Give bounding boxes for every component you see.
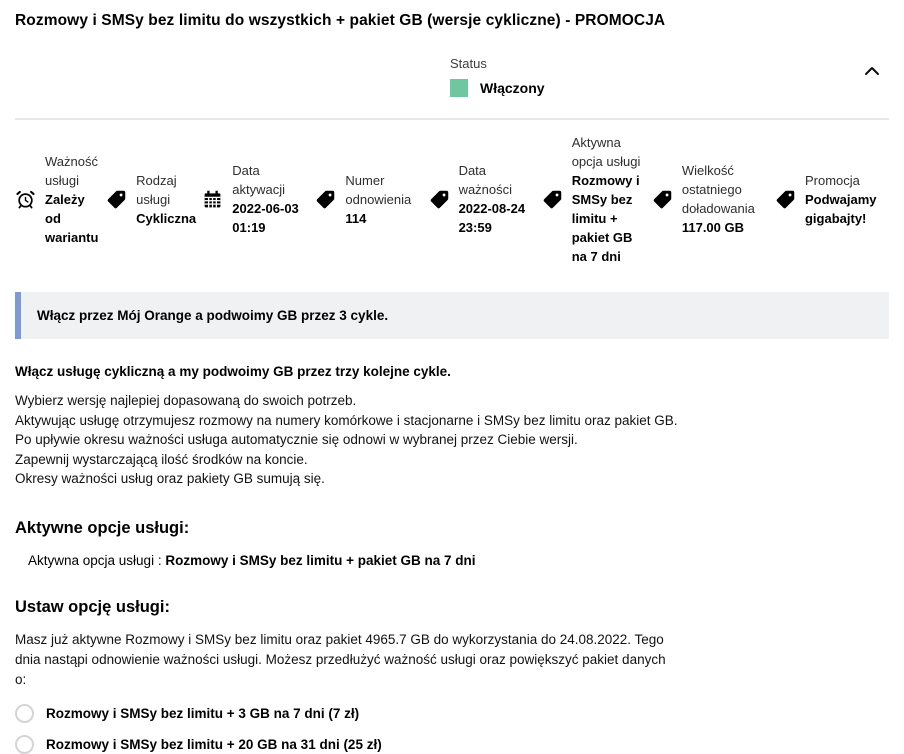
attribute-value: Zależy od wariantu: [45, 191, 99, 245]
options-list: [15, 704, 889, 754]
service-option-row[interactable]: [15, 735, 889, 754]
attribute-label: Promocja: [804, 172, 860, 188]
attribute-value: 2022-06-03 01:19: [232, 201, 299, 235]
tag-icon: [106, 189, 127, 210]
alarm-clock-icon: [15, 189, 36, 210]
service-option-label: Rozmowy i SMSy bez limitu + 20 GB na 31 dni (25 zł): [46, 736, 382, 752]
attribute-value: 2022-08-24 23:59: [458, 201, 526, 235]
tag-icon: [315, 189, 336, 210]
description-line: Aktywując usługę otrzymujesz rozmowy na numery komórkowe i stacjonarne i SMSy bez limitu oraz pakiet GB.: [15, 412, 678, 428]
attribute-label: Numer odnowienia: [345, 172, 412, 207]
active-option-line: [15, 553, 889, 568]
radio-button[interactable]: [15, 704, 34, 723]
attribute-item: [652, 161, 772, 237]
active-options-heading: Aktywne opcje usługi:: [15, 518, 190, 537]
active-option-value: Rozmowy i SMSy bez limitu + pakiet GB na 7 dni: [165, 552, 476, 568]
status-block: [450, 56, 545, 97]
attribute-label: Data ważności: [458, 163, 513, 197]
status-indicator: [450, 79, 468, 97]
description-line: Okresy ważności usług oraz pakiety GB sumują się.: [15, 471, 325, 486]
attribute-item: [106, 171, 199, 228]
radio-button[interactable]: [15, 735, 34, 754]
service-option-row[interactable]: [15, 704, 889, 723]
set-option-heading: Ustaw opcję usługi:: [15, 597, 170, 616]
collapse-button[interactable]: [860, 60, 884, 84]
attribute-item: [429, 161, 539, 237]
attribute-item: [15, 152, 103, 247]
tag-icon: [429, 189, 450, 210]
attributes-row: [15, 120, 889, 278]
intro-bold-line: Włącz usługę cykliczną a my podwoimy GB przez trzy kolejne cykle.: [15, 364, 451, 379]
intro-lines: [15, 391, 889, 489]
attribute-value: 114: [345, 210, 367, 226]
status-label: Status: [450, 56, 487, 71]
tag-icon: [542, 189, 563, 210]
description-line: Wybierz wersję najlepiej dopasowaną do swoich potrzeb.: [15, 393, 357, 408]
tag-icon: [775, 189, 796, 210]
attribute-value: Podwajamy gigabajty!: [804, 191, 877, 226]
active-option-label: Aktywna opcja usługi :: [28, 552, 166, 568]
set-option-description: Masz już aktywne Rozmowy i SMSy bez limitu oraz pakiet 4965.7 GB do wykorzystania do 24.08.2022. Tego dnia nastąpi odnowienie ważności usługi. Możesz przedłużyć ważność usługi oraz powiększyć pakiet danych o:: [15, 631, 666, 687]
attribute-item: [542, 133, 649, 266]
attribute-label: Data aktywacji: [232, 163, 286, 197]
service-option-label: Rozmowy i SMSy bez limitu + 3 GB na 7 dni (7 zł): [46, 705, 360, 721]
description-line: Po upływie okresu ważności usługa automatycznie się odnowi w wybranej przez Ciebie wersji.: [15, 432, 578, 447]
attribute-item: [775, 171, 889, 228]
attribute-label: Ważność usługi: [45, 153, 98, 188]
attribute-label: Rodzaj usługi: [136, 172, 177, 207]
chevron-up-icon: [863, 68, 881, 83]
promo-notice: [15, 292, 889, 339]
header-row: [15, 30, 889, 102]
tag-icon: [652, 189, 673, 210]
attribute-item: [315, 171, 425, 228]
attribute-label: Wielkość ostatniego doładowania: [681, 163, 755, 216]
attribute-item: [202, 161, 312, 237]
description-line: Zapewnij wystarczającą ilość środków na koncie.: [15, 451, 308, 467]
attribute-label: Aktywna opcja usługi: [571, 134, 641, 169]
status-value: Włączony: [480, 80, 545, 96]
promo-notice-text: Włącz przez Mój Orange a podwoimy GB przez 3 cykle.: [37, 308, 389, 323]
attribute-value: Rozmowy i SMSy bez limitu + pakiet GB na 7 dni: [571, 172, 640, 264]
status-value-row: [450, 79, 545, 97]
calendar-icon: [202, 189, 223, 210]
attribute-value: Cykliczna: [136, 210, 197, 226]
attribute-value: 117.00 GB: [681, 220, 744, 235]
page-title: Rozmowy i SMSy bez limitu do wszystkich + pakiet GB (wersje cykliczne) - PROMOCJA: [15, 12, 666, 29]
